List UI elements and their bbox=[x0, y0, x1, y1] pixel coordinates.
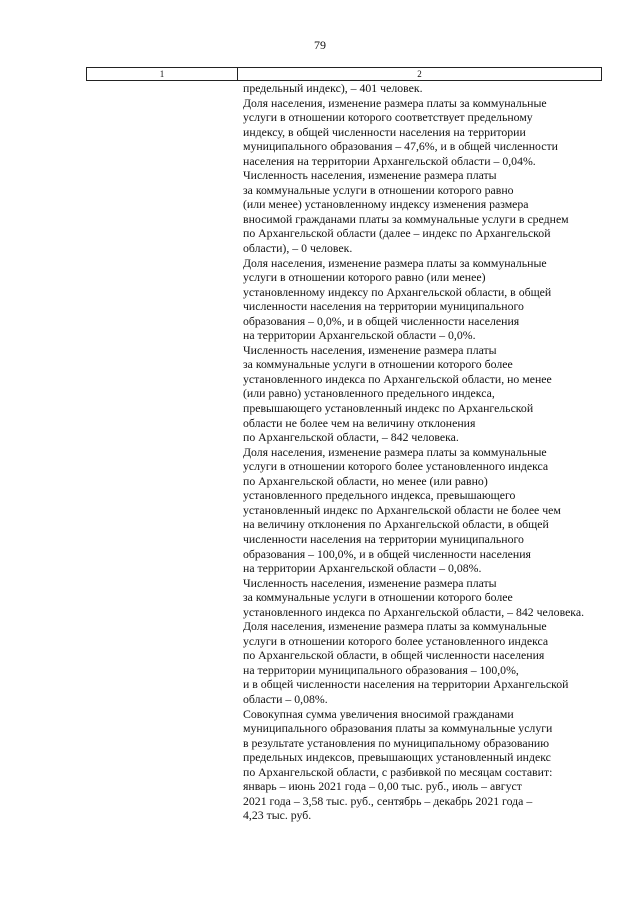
text-line: муниципального образования платы за коммунальные услуги bbox=[243, 721, 553, 736]
text-line: и в общей численности населения на территории Архангельской bbox=[243, 677, 569, 692]
text-line: Численность населения, изменение размера платы bbox=[243, 168, 497, 183]
text-line: превышающего установленный индекс по Архангельской bbox=[243, 401, 534, 416]
text-line: области – 0,08%. bbox=[243, 691, 328, 706]
text-line: в результате установления по муниципальному образованию bbox=[243, 735, 550, 750]
text-line: на величину отклонения по Архангельской области, в общей bbox=[243, 517, 549, 532]
text-line: установленного индекса по Архангельской области, но менее bbox=[243, 371, 552, 386]
text-line: за коммунальные услуги в отношении которого равно bbox=[243, 182, 514, 197]
text-line: на территории Архангельской области – 0,08%. bbox=[243, 561, 482, 576]
text-line: по Архангельской области (далее – индекс по Архангельской bbox=[243, 226, 551, 241]
table-header-row bbox=[86, 67, 602, 81]
text-line: январь – июнь 2021 года – 0,00 тыс. руб., июль – август bbox=[243, 779, 522, 794]
column-2-text bbox=[243, 81, 605, 823]
text-line: за коммунальные услуги в отношении которого более bbox=[243, 590, 513, 605]
text-line: установленному индексу по Архангельской области, в общей bbox=[243, 284, 552, 299]
text-line: установленный индекс по Архангельской области не более чем bbox=[243, 502, 561, 517]
text-line: образования – 100,0%, и в общей численности населения bbox=[243, 546, 531, 561]
text-line: населения на территории Архангельской области – 0,04%. bbox=[243, 153, 536, 168]
document-table bbox=[86, 67, 602, 823]
text-line: области не более чем на величину отклонения bbox=[243, 415, 476, 430]
text-line: (или менее) установленному индексу изменения размера bbox=[243, 197, 529, 212]
text-line: области), – 0 человек. bbox=[243, 241, 353, 256]
text-line: Доля населения, изменение размера платы за коммунальные bbox=[243, 255, 547, 270]
text-line: услуги в отношении которого более установленного индекса bbox=[243, 459, 549, 474]
text-line: услуги в отношении которого равно (или менее) bbox=[243, 270, 486, 285]
text-line: Совокупная сумма увеличения вносимой гражданами bbox=[243, 706, 514, 721]
column-2-header: 2 bbox=[417, 69, 422, 79]
text-line: по Архангельской области, – 842 человека. bbox=[243, 430, 459, 445]
text-line: численности населения на территории муниципального bbox=[243, 299, 524, 314]
text-line: по Архангельской области, но менее (или равно) bbox=[243, 473, 488, 488]
column-1-header: 1 bbox=[87, 68, 238, 80]
text-line: Доля населения, изменение размера платы за коммунальные bbox=[243, 444, 547, 459]
text-line: предельных индексов, превышающих установленный индекс bbox=[243, 750, 551, 765]
text-line: за коммунальные услуги в отношении которого более bbox=[243, 357, 513, 372]
text-line: услуги в отношении которого более установленного индекса bbox=[243, 633, 549, 648]
text-line: Доля населения, изменение размера платы за коммунальные bbox=[243, 619, 547, 634]
text-line: предельный индекс), – 401 человек. bbox=[243, 81, 423, 95]
text-line: муниципального образования – 47,6%, и в общей численности bbox=[243, 139, 558, 154]
text-line: вносимой гражданами платы за коммунальные услуги в среднем bbox=[243, 211, 569, 226]
text-line: Численность населения, изменение размера платы bbox=[243, 575, 497, 590]
text-line: по Архангельской области, в общей численности населения bbox=[243, 648, 545, 663]
text-line: установленного индекса по Архангельской области, – 842 человека. bbox=[243, 604, 585, 619]
text-line: на территории Архангельской области – 0,0%. bbox=[243, 328, 476, 343]
text-line: по Архангельской области, с разбивкой по месяцам составит: bbox=[243, 764, 553, 779]
text-line: (или равно) установленного предельного индекса, bbox=[243, 386, 495, 401]
text-line: Численность населения, изменение размера платы bbox=[243, 342, 497, 357]
text-line: индексу, в общей численности населения на территории bbox=[243, 124, 526, 139]
page-number: 79 bbox=[314, 38, 326, 52]
text-line: 4,23 тыс. руб. bbox=[243, 808, 312, 823]
text-line: услуги в отношении которого соответствует предельному bbox=[243, 110, 533, 125]
text-line: численности населения на территории муниципального bbox=[243, 531, 524, 546]
text-line: образования – 0,0%, и в общей численности населения bbox=[243, 313, 520, 328]
text-line: 2021 года – 3,58 тыс. руб., сентябрь – декабрь 2021 года – bbox=[243, 793, 533, 808]
text-line: Доля населения, изменение размера платы за коммунальные bbox=[243, 95, 547, 110]
text-line: на территории муниципального образования – 100,0%, bbox=[243, 662, 519, 677]
text-line: установленного предельного индекса, превышающего bbox=[243, 488, 516, 503]
